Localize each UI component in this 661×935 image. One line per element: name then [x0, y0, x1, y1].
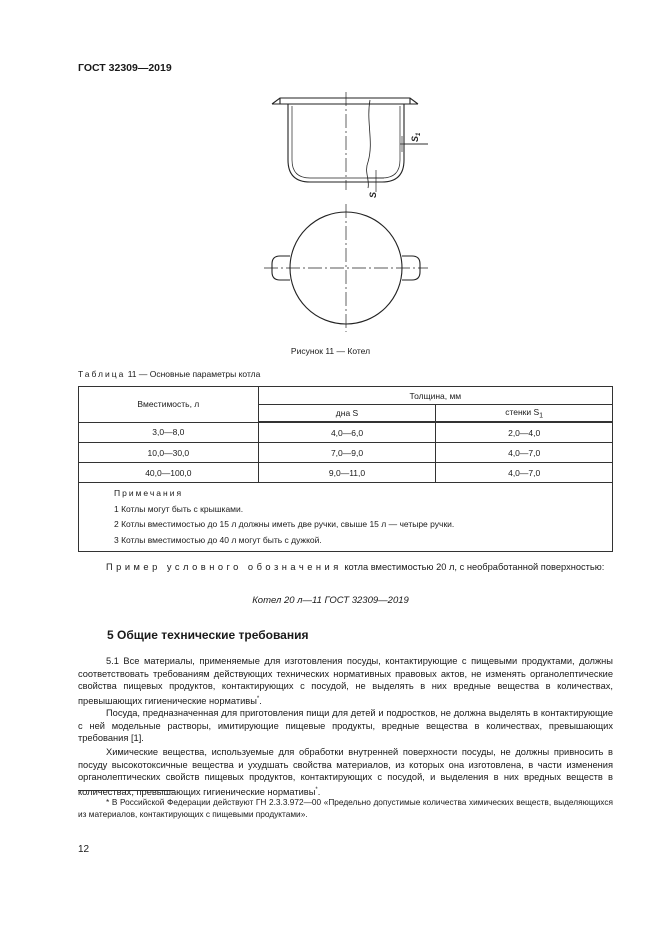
section-title: 5 Общие технические требования	[107, 628, 309, 642]
paragraph-5-1: 5.1 Все материалы, применяемые для изготовления посуды, контактирующие с пищевыми продуктами, должны соответствовать требованиям действующих технических нормативных правовых актов, не изменять органолептические свойства пищевых продуктов, контактирующих с посудой, не выделять в них вредные вещества в количествах, превышающих гигиенические нормативы*.	[78, 656, 613, 706]
svg-text:S1	[410, 132, 422, 142]
table-caption-text: 11 — Основные параметры котла	[127, 369, 261, 379]
label-s: S	[368, 191, 378, 198]
table-row	[79, 443, 613, 463]
col-walls-header	[436, 405, 613, 423]
parameters-table	[78, 386, 613, 552]
footnote: * В Российской Федерации действуют ГН 2.3.3.972—00 «Предельно допустимые количества химических веществ, выделяющихся из материалов, контактирующих с пищевыми продуктами».	[78, 797, 613, 819]
notes-title: Примечания	[114, 488, 184, 498]
kettle-drawing	[260, 92, 430, 342]
table-notes	[79, 483, 613, 552]
footnote-mark: *	[315, 786, 318, 793]
col-walls-label: стенки S	[505, 406, 540, 417]
table-row	[79, 422, 613, 443]
label-s1: S	[410, 135, 420, 142]
capacity-cell: 3,0—8,0	[79, 422, 259, 443]
col-thickness-header: Толщина, мм	[258, 387, 612, 405]
example-label: Пример условного обозначения	[106, 562, 342, 572]
footnote-divider	[78, 790, 175, 791]
note-item: 3 Котлы вместимостью до 40 л могут быть с дужкой.	[114, 534, 322, 545]
footnote-mark: *	[256, 695, 260, 702]
bottom-cell: 9,0—11,0	[258, 463, 436, 483]
col-capacity-header: Вместимость, л	[79, 387, 259, 423]
note-item: 2 Котлы вместимостью до 15 л должны иметь две ручки, свыше 15 л — четыре ручки.	[114, 519, 455, 529]
page-number: 12	[78, 844, 90, 855]
paragraph-chemicals-text: Химические вещества, используемые для обработки внутренней поверхности посуды, не должны привносить в посуду высокотоксичные вещества и ухудшать свойства материалов, из которых она изготовлена, в части изменения органолептических свойств пищевых продуктов, контактирующих с посудой, и выделения в них вредных веществ в количествах, превышающих гигиенические нормативы	[78, 747, 613, 797]
paragraph-children: Посуда, предназначенная для приготовления пищи для детей и подростков, не должна выделять в контактирующие с ней модельные растворы, имитирующие пищевые продукты, вредные вещества в количествах, превышающих требования [1].	[78, 708, 613, 744]
bottom-cell: 4,0—6,0	[258, 422, 436, 443]
walls-cell: 2,0—4,0	[436, 422, 613, 443]
capacity-cell: 10,0—30,0	[79, 443, 259, 463]
table-caption	[78, 369, 260, 379]
col-bottom-header: дна S	[258, 405, 436, 423]
col-walls-sub: 1	[539, 411, 544, 420]
paragraph-5-1-text: 5.1 Все материалы, применяемые для изготовления посуды, контактирующие с пищевыми продуктами, должны соответствовать требованиям действующих технических нормативных правовых актов, не изменять органолептические свойства пищевых продуктов, контактирующих с посудой, не выделять в них вредные вещества в количествах, превышающих гигиенические нормативы	[78, 656, 613, 706]
paragraph-chemicals: Химические вещества, используемые для обработки внутренней поверхности посуды, не должны привносить в посуду высокотоксичные вещества и ухудшать свойства материалов, из которых она изготовлена, в части изменения органолептических свойств пищевых продуктов, контактирующих с посудой, и выделения в них вредных веществ в количествах, превышающих гигиенические нормативы*.	[78, 747, 613, 797]
note-item: 1 Котлы могут быть с крышками.	[114, 503, 244, 514]
example-designation: Котел 20 л—11 ГОСТ 32309—2019	[252, 595, 409, 606]
example-text: котла вместимостью 20 л, с необработанной поверхностью:	[344, 562, 605, 572]
walls-cell: 4,0—7,0	[436, 443, 613, 463]
label-s1-sub: 1	[416, 132, 422, 136]
table-caption-label: Таблица	[78, 369, 126, 379]
table-row	[79, 463, 613, 483]
capacity-cell: 40,0—100,0	[79, 463, 259, 483]
example-paragraph	[78, 561, 613, 574]
standard-header: ГОСТ 32309—2019	[78, 62, 172, 74]
bottom-cell: 7,0—9,0	[258, 443, 436, 463]
walls-cell: 4,0—7,0	[436, 463, 613, 483]
figure-caption: Рисунок 11 — Котел	[290, 346, 371, 356]
